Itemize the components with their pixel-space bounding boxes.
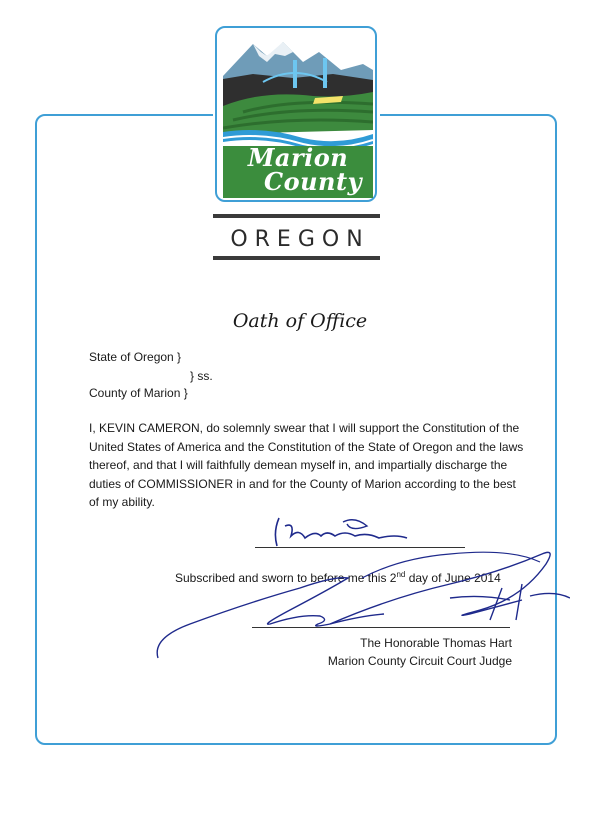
logo-state-name: OREGON <box>230 227 370 252</box>
venue-county: County of Marion } <box>89 386 188 400</box>
county-logo <box>213 24 380 260</box>
sworn-ordinal: nd <box>396 570 406 579</box>
judge-name: The Honorable Thomas Hart <box>360 636 512 650</box>
venue-ss: } ss. <box>190 369 213 383</box>
document-title: Oath of Office <box>232 310 368 332</box>
sworn-suffix: day of June 2014 <box>405 571 501 585</box>
venue-state: State of Oregon } <box>89 350 182 364</box>
logo-name-line2: County <box>263 167 363 196</box>
logo-rule-top <box>213 214 380 218</box>
logo-rule-bottom <box>213 256 380 260</box>
judge-title: Marion County Circuit Court Judge <box>327 654 512 668</box>
logo-name-line1: Marion <box>247 143 349 172</box>
oath-text: I, KEVIN CAMERON, do solemnly swear that I will support the Constitution of the United States of America and the Constitution of the State of Oregon and the laws thereof, and that I will faithfully demean myself in, and impartially discharge the duties of COMMISSIONER in and for the County of Marion according to the best of my ability. <box>89 421 524 509</box>
oath-paragraph <box>89 419 529 512</box>
sworn-prefix: Subscribed and sworn to before me this 2 <box>175 571 397 585</box>
judge-signature-line <box>252 627 510 628</box>
logo-badge <box>215 26 377 202</box>
